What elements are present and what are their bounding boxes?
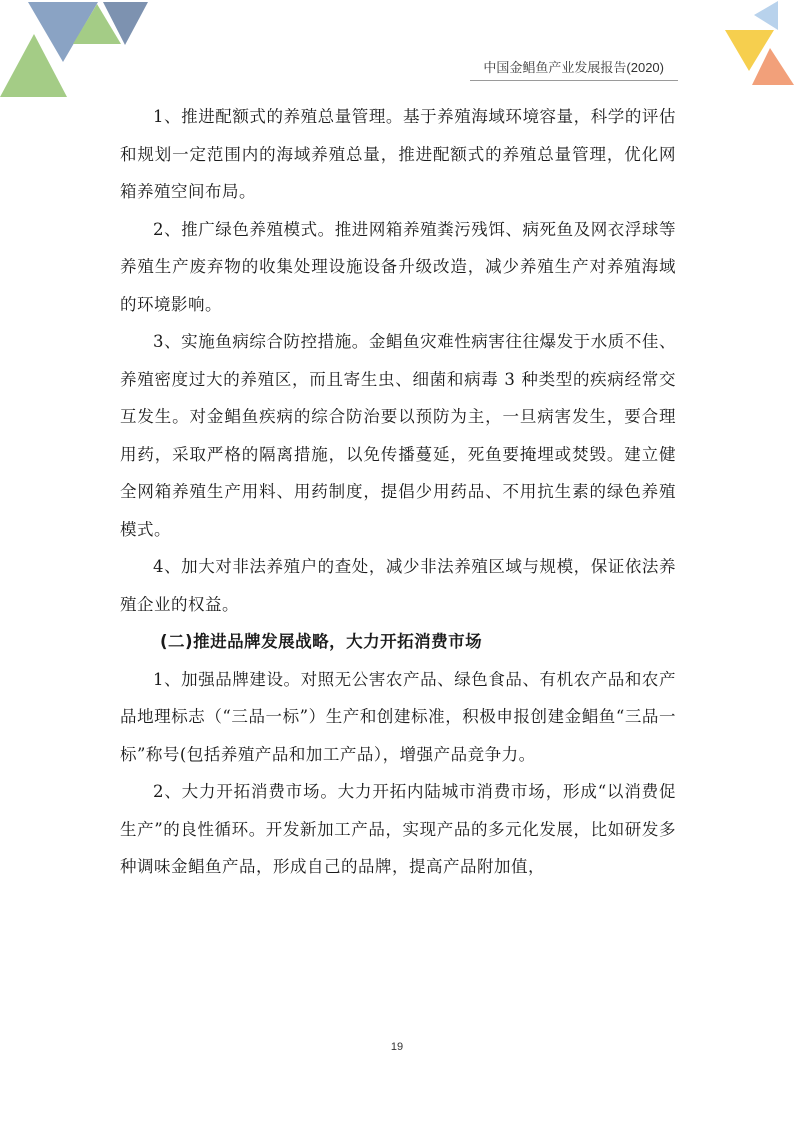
paragraph-3: 3、实施鱼病综合防控措施。金鲳鱼灾难性病害往往爆发于水质不佳、养殖密度过大的养殖区，而且寄生虫、细菌和病毒 3 种类型的疾病经常交互发生。对金鲳鱼疾病的综合防治要以预防为主，一旦病害发生，要合理用药，采取严格的隔离措施，以免传播蔓延，死鱼要掩埋或焚毁。建立健全网箱养殖生产用料、用药制度，提倡少用药品、不用抗生素的绿色养殖模式。 xyxy=(120,332,676,539)
paragraph-1: 1、推进配额式的养殖总量管理。基于养殖海域环境容量，科学的评估和规划一定范围内的海域养殖总量，推进配额式的养殖总量管理，优化网箱养殖空间布局。 xyxy=(120,107,676,201)
page-number: 19 xyxy=(390,1041,404,1053)
paragraph-2: 2、推广绿色养殖模式。推进网箱养殖粪污残饵、病死鱼及网衣浮球等养殖生产废弃物的收集处理设施设备升级改造，减少养殖生产对养殖海域的环境影响。 xyxy=(120,219,676,314)
section-heading: (二)推进品牌发展战略，大力开拓消费市场 xyxy=(160,632,483,651)
deco-triangle-lightblue xyxy=(754,1,778,30)
header-rule xyxy=(470,80,678,81)
paragraph-5: 1、加强品牌建设。对照无公害农产品、绿色食品、有机农产品和农产品地理标志（“三品一标”）生产和创建标准，积极申报创建金鲳鱼“三品一标”称号(包括养殖产品和加工产品），增强产品竞争力。 xyxy=(120,669,676,764)
paragraph-6: 2、大力开拓消费市场。大力开拓内陆城市消费市场，形成“以消费促生产”的良性循环。开发新加工产品，实现产品的多元化发展，比如研发多种调味金鲳鱼产品，形成自己的品牌，提高产品附加值， xyxy=(120,782,676,876)
page-body xyxy=(120,98,676,886)
paragraph-4: 4、加大对非法养殖户的查处，减少非法养殖区域与规模，保证依法养殖企业的权益。 xyxy=(120,557,676,614)
running-header: 中国金鲳鱼产业发展报告(2020) xyxy=(483,60,664,75)
